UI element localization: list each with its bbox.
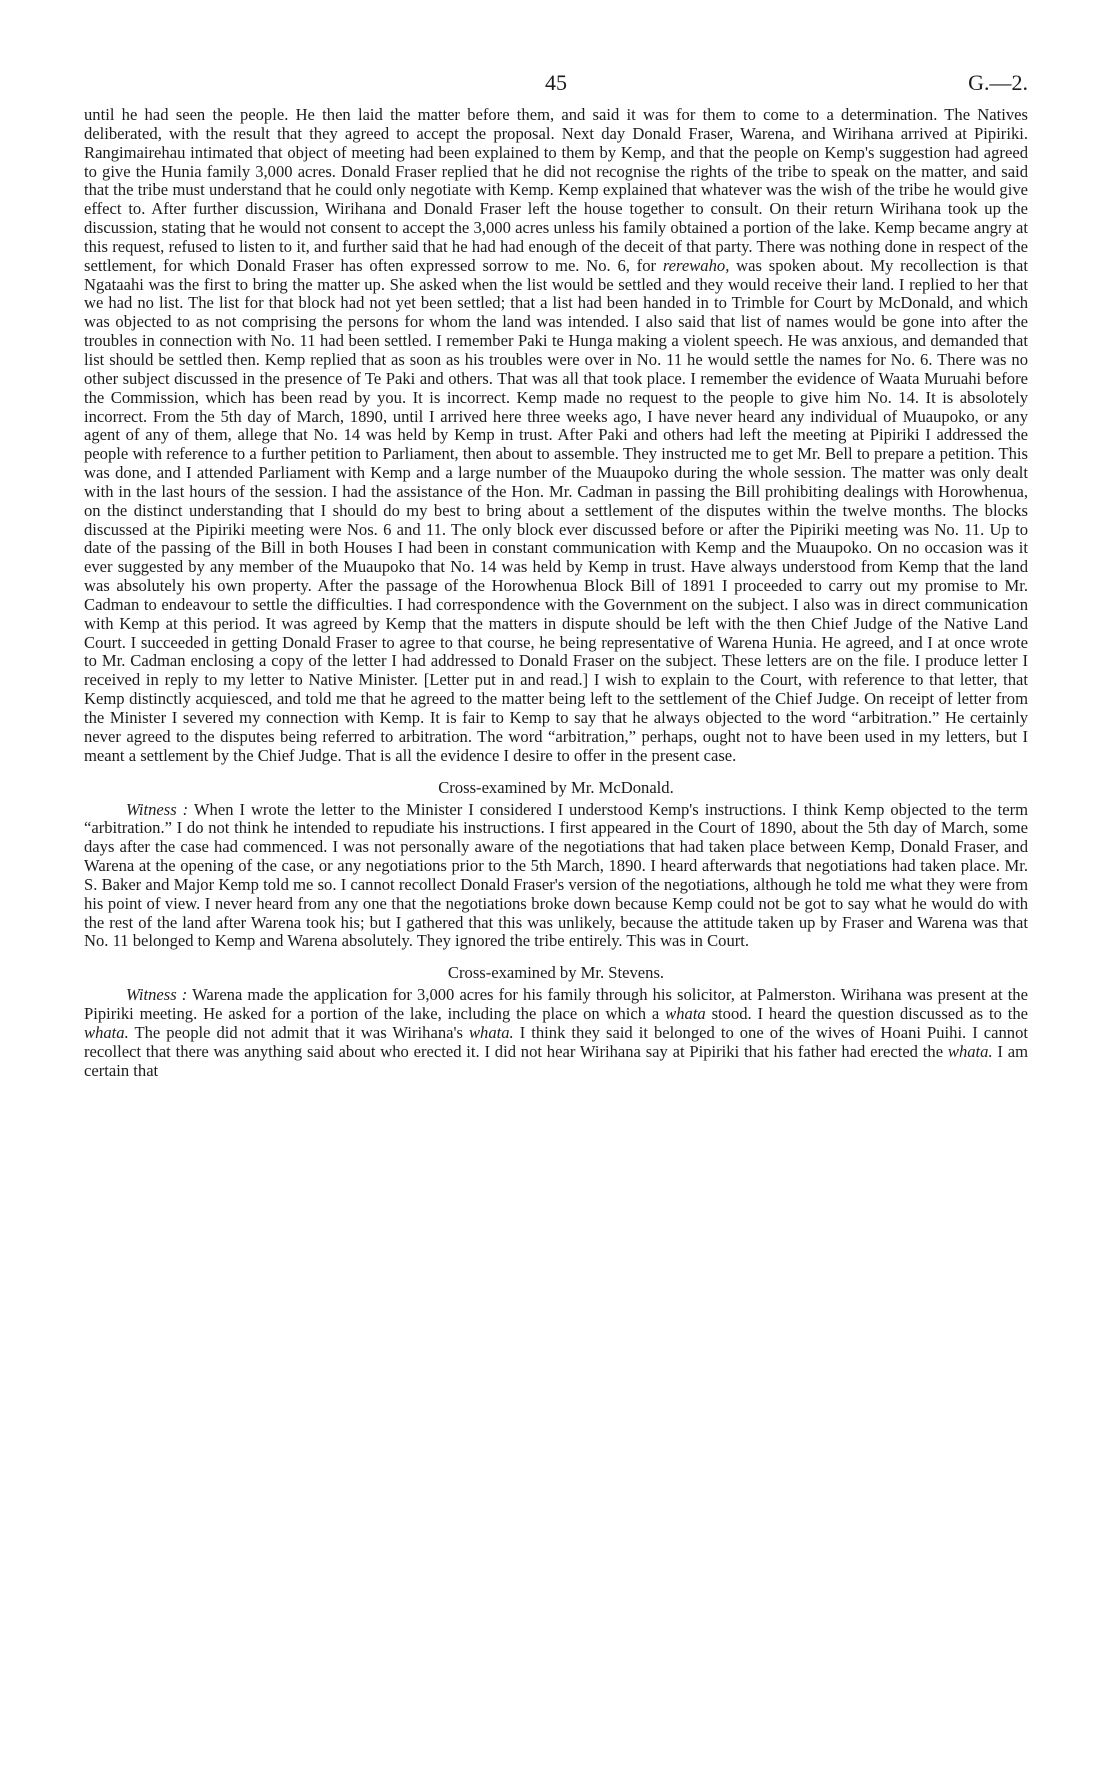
whata-term-3: whata. [468,1022,514,1042]
whata-term-2: whata. [84,1022,129,1042]
paragraph-3-text-e: I am certain that [84,1041,1029,1080]
witness-label-2: Witness : [126,985,188,1005]
paragraph-1-continuation: was spoken about. My recollection is that Ngataahi was the first to bring the matter up. She asked when the list would be settled and they would receive their land. I replied to her that we had no list. The list for that block had not yet been settled; that a list had been handed in to Trimble for Court by McDonald, and which was objected to as not comprising the persons for whom the land was intended. I also said that list of names would be gone into after the troubles in connection with No. 11 had been settled. I remember Paki te Hunga making a violent speech. He was anxious, and demanded that list should be settled then. Kemp replied that as soon as his troubles were over in No. 11 he would settle the names for No. 6. There was no other subject discussed in the presence of Te Paki and others. That was all that took place. I remember the evidence of Waata Muruahi before the Commission, which has been read by you. It is incorrect. Kemp made no request to the people to give him No. 14. It is absolotely incorrect. From the 5th day of March, 1890, until I arrived here three weeks ago, I have never heard any individual of Muaupoko, or any agent of any of them, allege that No. 14 was held by Kemp in trust. After Paki and others had left the meeting at Pipiriki I addressed the people with reference to a further petition to Parliament, then about to assemble. They instructed me to get Mr. Bell to prepare a petition. This was done, and I attended Parliament with Kemp and a large number of the Muaupoko during the whole session. The matter was only dealt with in the last hours of the session. I had the assistance of the Hon. Mr. Cadman in passing the Bill prohibiting dealings with Horowhenua, on the distinct understanding that I should do my best to bring about a settlement of the disputes within the twelve months. The blocks discussed at the Pipiriki meeting were Nos. 6 and 11. The only block ever discussed before or after the Pipiriki meeting was No. 11. Up to date of the passing of the Bill in both Houses I had been in constant communication with Kemp and the Muaupoko. On no occasion was it ever suggested by any member of the Muaupoko that No. 14 was held by Kemp in trust. Have always understood from Kemp that the land was absolutely his own property. After the passage of the Horowhenua Block Bill of 1891 I proceeded to carry out my promise to Mr. Cadman to endeavour to settle the difficulties. I had correspondence with the Government on the subject. I also was in direct communication with Kemp at this period. It was agreed by Kemp that the matters in dispute should be left with the then Chief Judge of the Native Land Court. I succeeded in getting Donald Fraser to agree to that course, he being representative of Warena Hunia. He agreed, and I at once wrote to Mr. Cadman enclosing a copy of the letter I had addressed to Donald Fraser on the subject. These letters are on the file. I produce letter I received in reply to my letter to Native Minister. [Letter put in and read.] I wish to explain to the Court, with reference to that letter, that Kemp distinctly acquiesced, and told me that he agreed to the matter being left to the settlement of the Chief Judge. On receipt of letter from the Minister I severed my connection with Kemp. It is fair to Kemp to say that he always objected to the word “arbitration.” He certainly never agreed to the disputes being referred to arbitration. The word “arbitration,” perhaps, ought not to have been used in my letters, but I meant a settlement by the Chief Judge. That is all the evidence I desire to offer in the present case. [84,255,1029,765]
witness-label-1: Witness : [126,799,189,819]
paragraph-3-text-b: stood. I heard the question discussed as to the [711,1004,1028,1024]
paragraph-2-text: When I wrote the letter to the Minister I considered I understood Kemp's instructions. I think Kemp objected to the term “arbitration.” I do not think he intended to repudiate his instructions. I first appeared in the Court of 1890, about the 5th day of March, some days after the case had commenced. I was not personally aware of the negotiations that had taken place between Kemp, Donald Fraser, and Warena at the opening of the case, or any negotiations prior to the 5th March, 1890. I heard afterwards that negotiations had taken place. Mr. S. Baker and Major Kemp told me so. I cannot recollect Donald Fraser's version of the negotiations, although he told me what they were from his point of view. I never heard from any one that the negotiations broke down because Kemp could not be got to say what he would do with the rest of the land after Warena took his; but I gathered that this was unlikely, because the attitude taken up by Fraser and Warena was that No. 11 belonged to Kemp and Warena absolutely. They ignored the tribe entirely. This was in Court. [84,799,1028,951]
testimony-paragraph-2 [84,801,1028,952]
paragraph-1-italic-term: rerewaho, [662,255,730,275]
cross-examination-heading-stevens: Cross-examined by Mr. Stevens. [447,963,665,983]
testimony-paragraph-1 [84,106,1028,766]
page-header [84,70,1028,106]
paragraph-3-text-d: I think they said it belonged to one of the wives of Hoani Puihi. I cannot recollect that there was anything said about who erected it. I did not hear Wirihana say at Pipiriki that his father had erected the [84,1022,1028,1061]
whata-term-1: whata [665,1004,706,1024]
whata-term-4: whata. [947,1041,993,1061]
paragraph-1-text: until he had seen the people. He then laid the matter before them, and said it was for them to come to a determination. The Natives deliberated, with the result that they agreed to accept the proposal. Next day Donald Fraser, Warena, and Wirihana arrived at Pipiriki. Rangimairehau intimated that object of meeting had been explained to them by Kemp, and that the people on Kemp's suggestion had agreed to give the Hunia family 3,000 acres. Donald Fraser replied that he did not recognise the rights of the tribe to speak on the matter, and said that the tribe must understand that he could only negotiate with Kemp. Kemp explained that whatever was the wish of the tribe he would give effect to. After further discussion, Wirihana and Donald Fraser left the house together to consult. On their return Wirihana took up the discussion, stating that he would not consent to accept the 3,000 acres unless his family obtained a portion of the lake. Kemp became angry at this request, refused to listen to it, and further said that he had had enough of the deceit of that party. There was nothing done in respect of the settlement, for which Donald Fraser has often expressed sorrow to me. No. 6, for [84,105,1028,275]
paragraph-3-text-a: Warena made the application for 3,000 acres for his family through his solicitor, at Palmerston. Wirihana was present at the Pipiriki meeting. He asked for a portion of the lake, including the place on which a [84,985,1028,1024]
page-number: 45 [545,70,567,95]
document-reference: G.—2. [968,70,1028,95]
testimony-paragraph-3 [84,986,1028,1080]
cross-examination-heading-mcdonald: Cross-examined by Mr. McDonald. [438,777,674,797]
paragraph-3-text-c: The people did not admit that it was Wirihana's [134,1022,463,1042]
document-page [84,70,1028,1081]
